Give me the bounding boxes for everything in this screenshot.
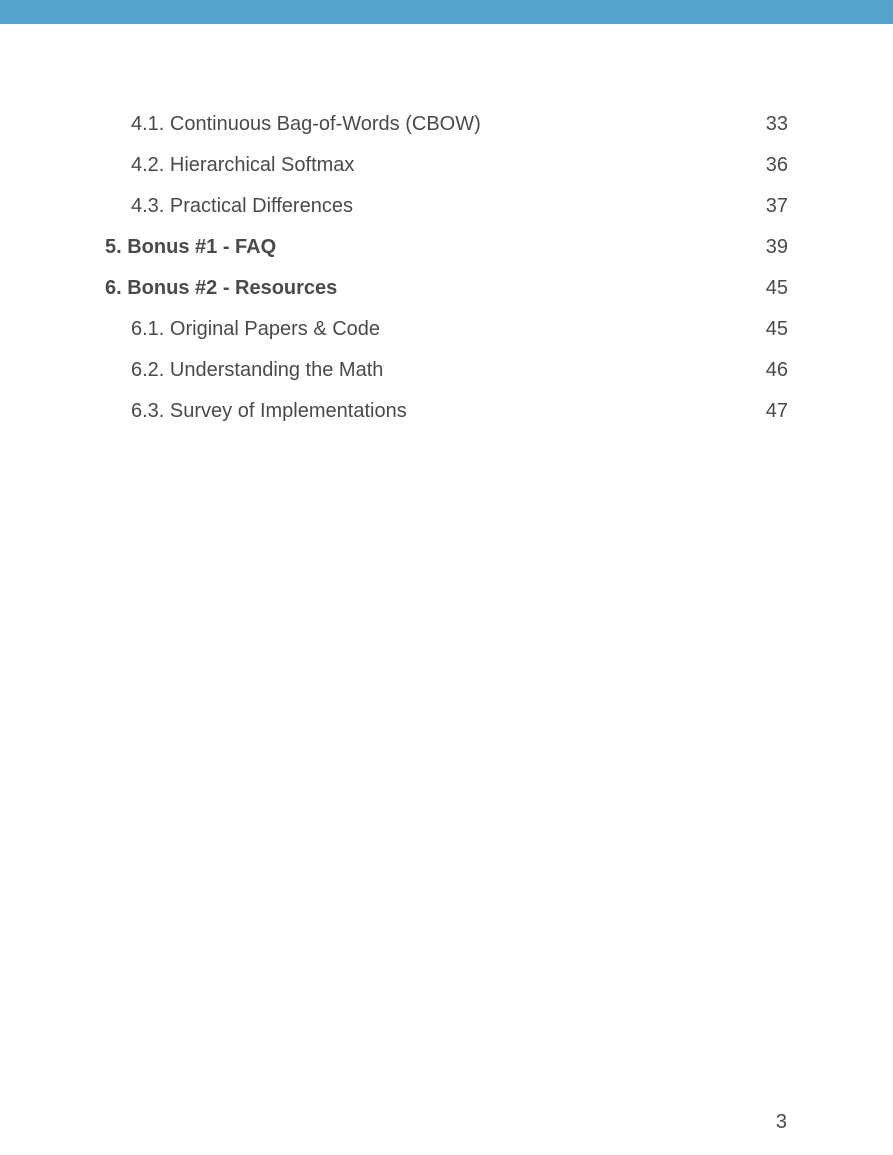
toc-entry-page: 45 bbox=[765, 277, 788, 299]
table-of-contents bbox=[105, 104, 788, 432]
toc-entry-page: 47 bbox=[765, 400, 788, 422]
toc-entry[interactable] bbox=[105, 268, 788, 309]
toc-entry-title: 5. Bonus #1 - FAQ bbox=[105, 236, 277, 258]
toc-entry-page: 45 bbox=[765, 318, 788, 340]
toc-entry[interactable] bbox=[105, 309, 788, 350]
toc-entry[interactable] bbox=[105, 145, 788, 186]
toc-entry-title: 6. Bonus #2 - Resources bbox=[105, 277, 338, 299]
toc-entry[interactable] bbox=[105, 186, 788, 227]
page-number: 3 bbox=[775, 1111, 787, 1133]
toc-entry-page: 37 bbox=[765, 195, 788, 217]
header-bar bbox=[0, 0, 893, 24]
toc-entry-title: 4.3. Practical Differences bbox=[131, 195, 353, 217]
toc-entry-title: 4.2. Hierarchical Softmax bbox=[131, 154, 355, 176]
toc-entry-title: 4.1. Continuous Bag-of-Words (CBOW) bbox=[131, 113, 481, 135]
toc-entry[interactable] bbox=[105, 104, 788, 145]
toc-entry-title: 6.3. Survey of Implementations bbox=[131, 400, 407, 422]
toc-entry-page: 36 bbox=[765, 154, 788, 176]
toc-entry-page: 39 bbox=[765, 236, 788, 258]
toc-entry-title: 6.2. Understanding the Math bbox=[131, 359, 384, 381]
toc-entry-title: 6.1. Original Papers & Code bbox=[131, 318, 381, 340]
toc-entry[interactable] bbox=[105, 391, 788, 432]
toc-entry-page: 46 bbox=[765, 359, 788, 381]
toc-entry-page: 33 bbox=[765, 113, 788, 135]
toc-entry[interactable] bbox=[105, 350, 788, 391]
toc-entry[interactable] bbox=[105, 227, 788, 268]
